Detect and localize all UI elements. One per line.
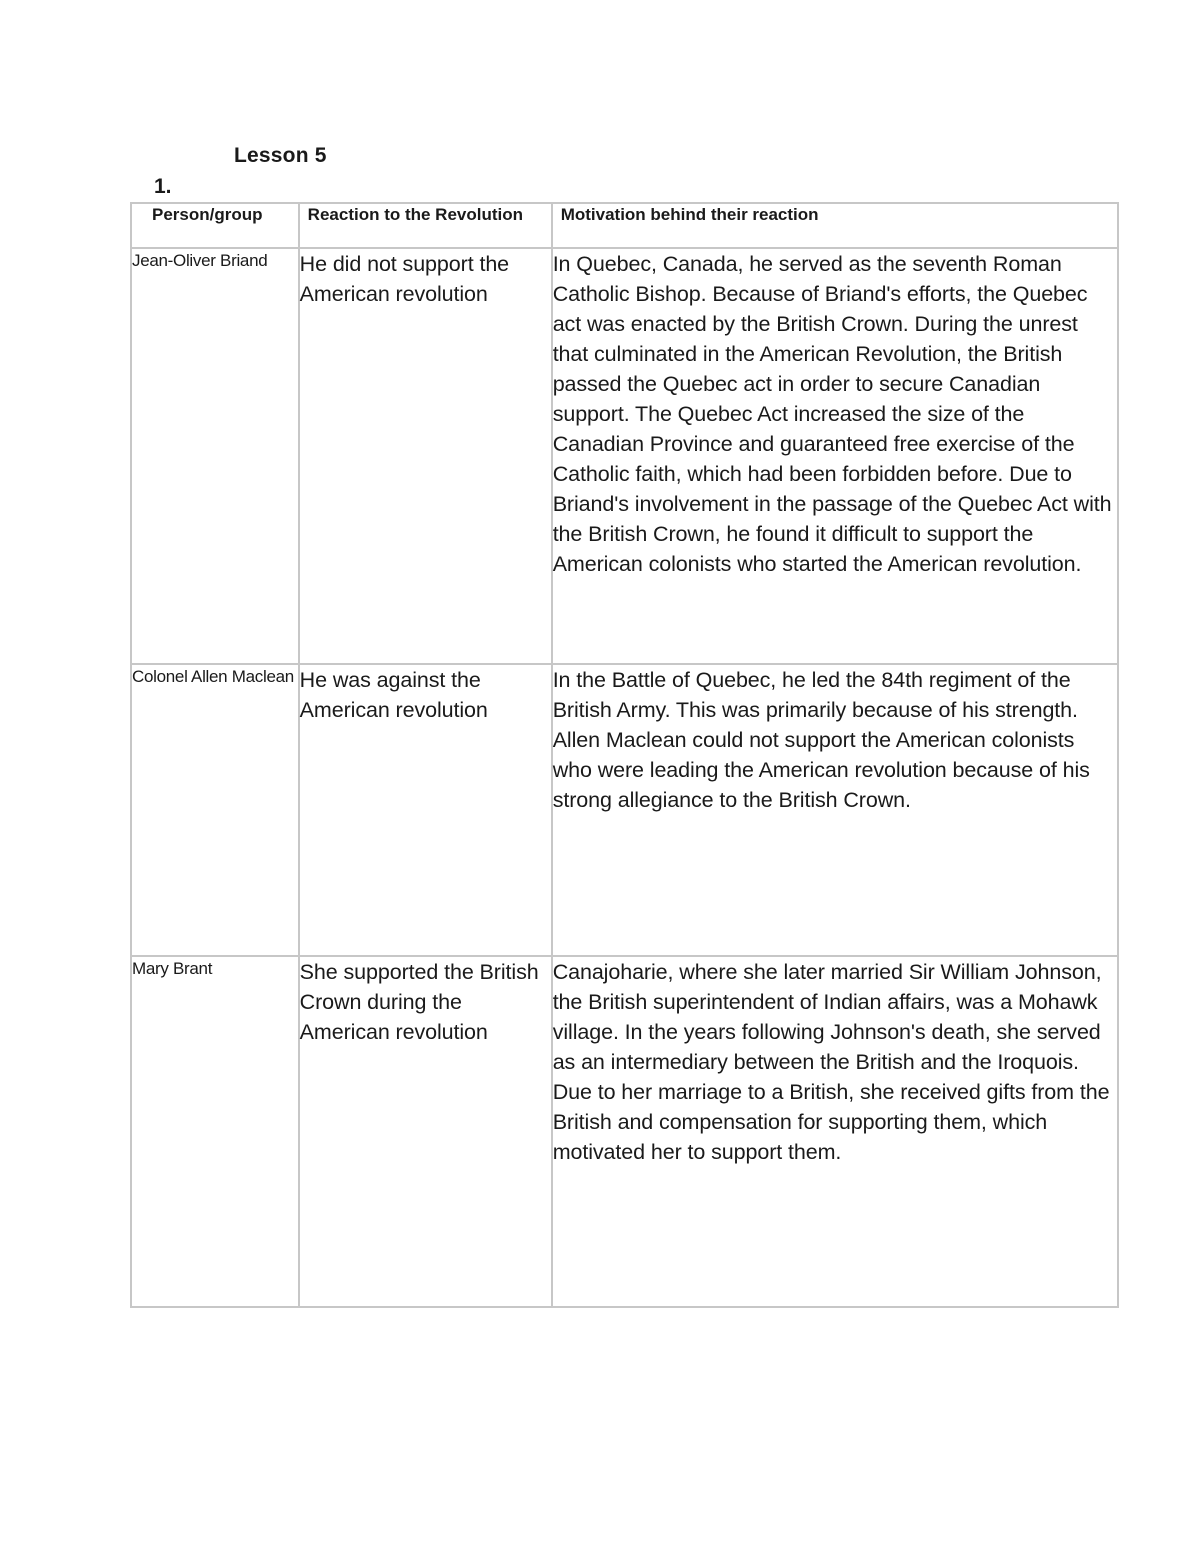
reaction-cell: He did not support the American revolution xyxy=(299,248,552,664)
table-row xyxy=(131,956,1118,1307)
person-cell: Colonel Allen Maclean xyxy=(131,664,299,956)
revolution-reactions-table xyxy=(130,202,1119,1308)
table-header-row xyxy=(131,203,1118,248)
header-person: Person/group xyxy=(131,203,299,248)
header-reaction: Reaction to the Revolution xyxy=(299,203,552,248)
reaction-cell: He was against the American revolution xyxy=(299,664,552,956)
motivation-cell: In Quebec, Canada, he served as the seventh Roman Catholic Bishop. Because of Briand's efforts, the Quebec act was enacted by the British Crown. During the unrest that culminated in the American Revolution, the British passed the Quebec act in order to secure Canadian support. The Quebec Act increased the size of the Canadian Province and guaranteed free exercise of the Catholic faith, which had been forbidden before. Due to Briand's involvement in the passage of the Quebec Act with the British Crown, he found it difficult to support the American colonists who started the American revolution. xyxy=(552,248,1118,664)
table-row xyxy=(131,664,1118,956)
person-cell: Jean-Oliver Briand xyxy=(131,248,299,664)
lesson-title: Lesson 5 xyxy=(234,144,327,167)
header-motivation: Motivation behind their reaction xyxy=(552,203,1118,248)
motivation-cell: In the Battle of Quebec, he led the 84th regiment of the British Army. This was primarily because of his strength. Allen Maclean could not support the American colonists who were leading the American revolution because of his strong allegiance to the British Crown. xyxy=(552,664,1118,956)
motivation-cell: Canajoharie, where she later married Sir William Johnson, the British superintendent of Indian affairs, was a Mohawk village. In the years following Johnson's death, she served as an intermediary between the British and the Iroquois. Due to her marriage to a British, she received gifts from the British and compensation for supporting them, which motivated her to support them. xyxy=(552,956,1118,1307)
person-cell: Mary Brant xyxy=(131,956,299,1307)
table-row xyxy=(131,248,1118,664)
reaction-cell: She supported the British Crown during the American revolution xyxy=(299,956,552,1307)
question-number: 1. xyxy=(154,175,172,198)
